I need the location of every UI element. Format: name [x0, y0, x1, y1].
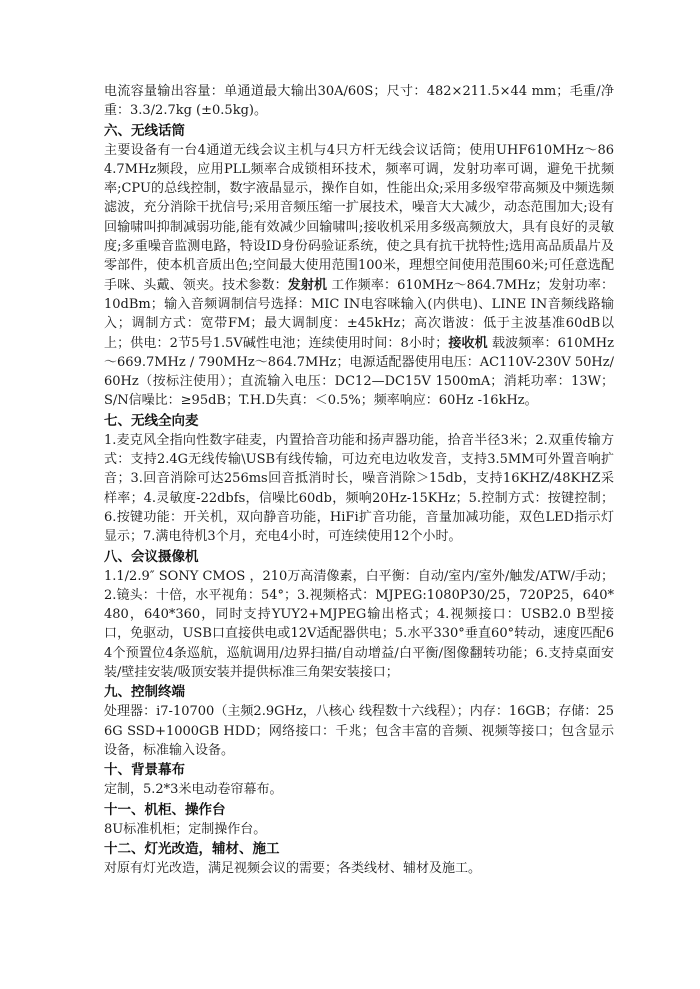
omnidirectional-mic-paragraph: 1.麦克风全指向性数字硅麦，内置拾音功能和扬声器功能，拾音半径3米；2.双重传输方式：支持2.4G无线传输\USB有线传输，可边充电边收发音，支持3.5MM可外置音响扩音；3.回音消除可达256ms回音抵消时长，噪音消除＞15db，支持16KHZ/48KHZ采样率；4.灵敏度-22dbfs，信噪比60db，频响20Hz-15KHz；5.控制方式：按键控制；6.按键功能：开关机，双向静音功能，HiFi扩音功能，音量加减功能，双色LED指示灯显示；7.满电待机3个月，充电4小时，可连续使用12个小时。	[104, 432, 614, 545]
section-heading-omnidirectional-mic: 七、无线全向麦	[104, 412, 199, 429]
section-omnidirectional-mic	[104, 411, 614, 547]
section-conference-camera	[104, 547, 614, 683]
transmitter-label: 发射机	[287, 277, 328, 293]
wireless-microphone-paragraph	[104, 141, 614, 411]
section-heading-wireless-microphone: 六、无线话筒	[104, 122, 185, 139]
control-terminal-paragraph: 处理器：i7-10700（主频2.9GHz，八核心 线程数十六线程）；内存：16GB；存储：256G SSD+1000GB HDD；网络接口：千兆；包含丰富的音频、视频等接口；包含显示设备，标准输入设备。	[104, 704, 614, 758]
section-control-terminal	[104, 682, 614, 760]
section-heading-backdrop-screen: 十、背景幕布	[104, 762, 185, 779]
wireless-microphone-text-3: 载波频率：610MHz～669.7MHz / 790MHz～864.7MHz；电源适配器使用电压：AC110V-230V 50Hz/60Hz（按标注使用）；直流输入电压：DC12—DC15V 1500mA；消耗功率：13W；S/N信噪比：≥95dB；T.H.D失真：＜0.5%；频率响应：60Hz -16kHz。	[104, 335, 614, 409]
section-cabinet-console	[104, 800, 614, 839]
section-heading-conference-camera: 八、会议摄像机	[104, 548, 199, 565]
cabinet-console-paragraph: 8U标准机柜；定制操作台。	[104, 821, 267, 837]
section-wireless-microphone	[104, 121, 614, 411]
wireless-microphone-text-2: 工作频率：610MHz～864.7MHz；发射功率：10dBm；输入音频调制信号选择：MIC IN电容咪输入(内供电)、LINE IN音频线路输入；调制方式：宽带FM；最大调制度：±45kHz；高次谐波：低于主波基准60dB以上；供电：2节5号1.5V碱性电池；连续使用时间：8小时；	[104, 277, 614, 351]
backdrop-screen-paragraph: 定制，5.2*3米电动卷帘幕布。	[104, 782, 283, 798]
section-lighting-construction	[104, 839, 614, 878]
wireless-microphone-text-1: 主要设备有一台4通道无线会议主机与4只方杆无线会议话筒；使用UHF610MHz～864.7MHz频段，应用PLL频率合成锁相环技术，频率可调，发射功率可调，避免干扰频率;CPU的总线控制，数字液晶显示，操作自如，性能出众;采用多级窄带高频及中频选频滤波，充分消除干扰信号;采用音频压缩一扩展技术，噪音大大减少，动态范围加大;设有回输啸叫抑制减弱功能,能有效减少回输啸叫;接收机采用多级高频放大，具有良好的灵敏度;多重噪音监测电路，特设ID身份码验证系统，使之具有抗干扰特性;选用高品质晶片及零部件，使本机音质出色;空间最大使用范围100米，理想空间使用范围60米;可任意选配手咪、头戴、领夹。技术参数：	[104, 142, 614, 293]
section-heading-lighting-construction: 十二、灯光改造，辅材、施工	[104, 840, 280, 857]
conference-camera-paragraph: 1.1/2.9″ SONY CMOS ，210万高清像素，白平衡：自动/室内/室外/触发/ATW/手动；2.镜头：十倍，水平视角：54°；3.视频格式：MJPEG:1080P30/25，720P25，640*480，640*360，同时支持YUY2+MJPEG输出格式；4.视频接口：USB2.0 B型接口，免驱动，USB口直接供电或12V适配器供电；5.水平330°垂直60°转动，速度匹配64个预置位4条巡航，巡航调用/边界扫描/自动增益/白平衡/图像翻转功能；6.支持桌面安装/壁挂安装/吸顶安装并提供标准三角架安装接口；	[104, 568, 614, 681]
section-heading-control-terminal: 九、控制终端	[104, 684, 185, 701]
lighting-construction-paragraph: 对原有灯光改造，满足视频会议的需要；各类线材、辅材及施工。	[104, 860, 482, 876]
section-backdrop-screen	[104, 760, 614, 799]
intro-paragraph: 电流容量输出容量：单通道最大输出30A/60S；尺寸：482×211.5×44 mm；毛重/净重：3.3/2.7kg (±0.5kg)。	[104, 84, 614, 119]
document-page	[104, 82, 614, 878]
receiver-label: 接收机	[448, 335, 488, 351]
section-heading-cabinet-console: 十一、机柜、操作台	[104, 801, 226, 818]
